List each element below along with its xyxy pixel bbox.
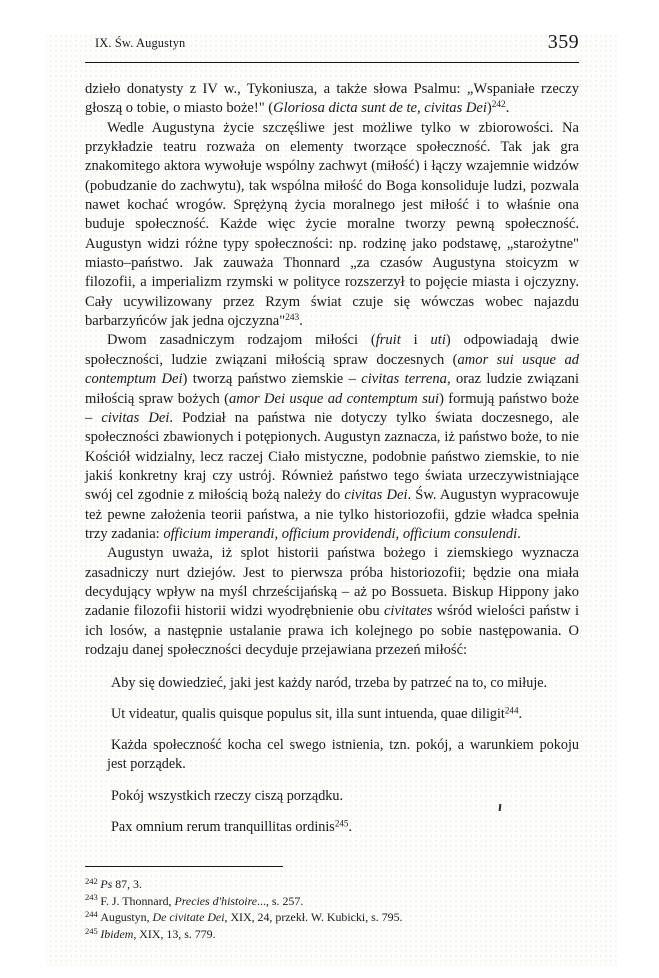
block-quote: Pokój wszystkich rzeczy ciszą porządku.	[111, 787, 344, 804]
footnote-item: $^{242}$ Ps 87, 3.	[85, 875, 142, 891]
spacer	[85, 693, 579, 705]
spacer	[85, 724, 579, 736]
paragraph: dzieło donatysty z IV w., Tykoniusza, a także słowa Psalmu: „Wspaniałe rzeczy głoszą o tobie, o miasto boże!" (Gloriosa dicta sunt de te, civitas Dei)$^{242}$.	[85, 81, 579, 117]
footnote-list	[85, 876, 579, 942]
page-margin-right	[617, 0, 659, 978]
block-quote: Ut videatur, qualis quisque populus sit, illa sunt intuenda, quae diligit$^{244}$.	[111, 705, 523, 723]
spacer	[85, 775, 579, 787]
spacer	[85, 660, 579, 674]
footnote-item: $^{245}$ Ibidem, XIX, 13, s. 779.	[85, 925, 216, 941]
page-margin-left	[0, 0, 46, 978]
paragraph: Dwom zasadniczym rodzajom miłości (fruit i uti) odpowiadają dwie społeczności, ludzie związani miłością spraw doczesnych (amor sui usque ad contemptum Dei) tworzą państwo ziemskie – civitas terrena, oraz ludzie związani miłością spraw bożych (amor Dei usque ad contemptum sui) formują państwo boże – civitas Dei. Podział na państwa nie dotyczy tylko świata doczesnego, ale społeczności zbawionych i potępionych. Augustyn zaznacza, iż państwo boże, to nie Kościół widzialny, lecz raczej Ciało mistyczne, podobnie państwo ziemskie, to nie jakiś konkretny kraj czy ustrój. Również państwo tego świata urzeczywistniające swój cel zgodnie z miłością bożą należy do civitas Dei. Św. Augustyn wypracowuje też pewne założenia teorii państwa, a nie tylko historiozofii, gdzie władca spełnia trzy zadania: officium imperandi, officium providendi, officium consulendi.	[85, 332, 579, 542]
block-quote: Aby się dowiedzieć, jaki jest każdy naród, trzeba by patrzeć na to, co miłuje.	[111, 674, 548, 691]
body-text	[85, 80, 579, 837]
footnote-item: $^{244}$ Augustyn, De civitate Dei, XIX, 24, przekł. W. Kubicki, s. 795.	[85, 908, 403, 925]
footnote-divider	[85, 866, 283, 867]
chapter-title: IX. Św. Augustyn	[95, 36, 186, 50]
paragraph: Augustyn uważa, iż splot historii państwa bożego i ziemskiego wyznacza zasadniczy nurt dziejów. Jest to pierwsza próba historiozofii; będzie ona miała decydujący wpływ na myśl chrześcijańską – aż po Bossueta. Biskup Hippony jako zadanie filozofii historii widzi wyodrębnienie obu civitates wśród wielości państw i ich losów, a następnie ustalanie prawa ich kolejnego po sobie następowania. O rodzaju danej społeczności decyduje przejawiana przezeń miłość:	[85, 545, 579, 658]
page-margin-top	[0, 0, 659, 34]
header-divider	[85, 62, 579, 63]
block-quote: Pax omnium rerum tranquillitas ordinis$^{245}$.	[111, 818, 352, 835]
page-margin-bottom	[0, 966, 659, 978]
block-quote: Każda społeczność kocha cel swego istnienia, tzn. pokój, a warunkiem pokoju jest porządek.	[107, 737, 579, 773]
page-sheet	[85, 31, 579, 956]
paragraph: Wedle Augustyna życie szczęśliwe jest możliwe tylko w zbiorowości. Na przykładzie teatru rozważa on elementy tworzące społeczność. Tak jak gra znakomitego aktora wywołuje wspólny zachwyt (miłość) i łączy wzajemnie widzów (pobudzanie do zachwytu), tak wspólna miłość do Boga konsoliduje ludzi, pozwala nawet kochać wrogów. Sprężyną życia moralnego jest miłość i to właśnie ona buduje społeczność. Każde więc życie moralne tworzy pewną społeczność. Augustyn widzi różne typy społeczności: np. rodzinę jako podstawę, „starożytne" miasto–państwo. Jak zauważa Thonnard „za czasów Augustyna stoicyzm w filozofii, a imperializm rzymski w polityce rozszerzył to pojęcie miasta i ojczyzny. Cały ucywilizowany przez Rzym świat czuje się wówczas wobec najazdu barbarzyńców jak jedna ojczyzna"$^{243}$.	[85, 119, 579, 330]
page-number: 359	[547, 31, 579, 53]
footnote-item: $^{243}$ F. J. Thonnard, Precies d'histoire..., s. 257.	[85, 892, 304, 908]
spacer	[85, 806, 579, 818]
running-head	[85, 31, 579, 66]
